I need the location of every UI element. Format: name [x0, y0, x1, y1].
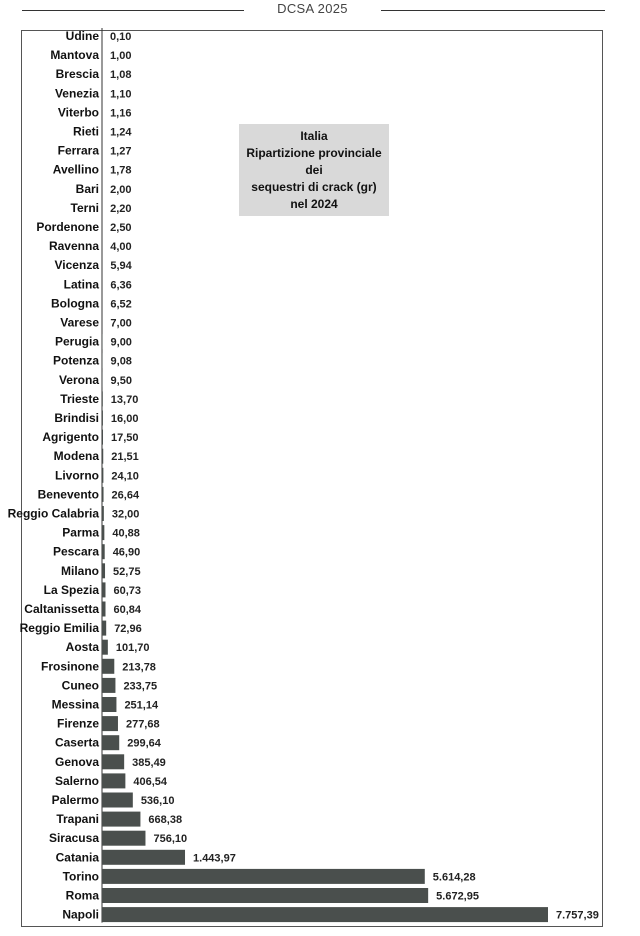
category-label: Viterbo [57, 105, 99, 120]
category-label: Genova [54, 754, 99, 769]
value-label: 40,88 [112, 527, 140, 540]
value-label: 1,08 [110, 69, 132, 82]
category-label: Roma [65, 888, 99, 903]
value-label: 9,00 [110, 336, 132, 349]
category-label: Reggio Emilia [19, 621, 99, 636]
value-label: 16,00 [110, 413, 139, 425]
category-label: Bari [75, 181, 99, 196]
bar [102, 735, 119, 750]
category-label: Napoli [62, 907, 99, 922]
bar [102, 831, 145, 846]
category-label: La Spezia [43, 582, 99, 597]
chart-title-line-1: Italia [300, 128, 328, 143]
category-label: Salerno [54, 773, 99, 788]
bar [102, 773, 125, 788]
value-label: 46,90 [112, 546, 141, 559]
bar [102, 430, 103, 445]
value-label: 4,00 [110, 241, 132, 254]
value-label: 277,68 [125, 718, 160, 731]
value-label: 1.443,97 [193, 852, 236, 865]
value-label: 0,10 [110, 31, 132, 43]
category-label: Aosta [65, 640, 99, 655]
category-label: Catania [55, 850, 99, 865]
category-label: Brindisi [54, 411, 99, 425]
value-label: 17,50 [111, 432, 139, 445]
value-label: 5,94 [110, 260, 132, 273]
value-label: 385,49 [132, 756, 166, 769]
category-label: Terni [70, 200, 99, 215]
value-label: 9,50 [110, 374, 132, 387]
bar [102, 754, 124, 769]
value-label: 9,08 [110, 355, 132, 368]
category-label: Varese [60, 315, 99, 330]
value-label: 101,70 [115, 642, 150, 655]
category-label: Frosinone [40, 659, 99, 674]
bar [102, 544, 105, 559]
category-label: Avellino [52, 162, 99, 177]
category-label: Trieste [60, 391, 99, 406]
category-label: Brescia [55, 67, 99, 82]
value-label: 5.672,95 [436, 890, 479, 903]
bar [102, 468, 103, 483]
value-label: 24,10 [111, 470, 139, 483]
bar [102, 563, 105, 578]
header-title: DCSA 2025 [277, 1, 348, 16]
category-label: Torino [62, 869, 99, 884]
value-label: 299,64 [127, 737, 161, 750]
chart-title-line-3: sequestri di crack (gr) [251, 179, 377, 194]
value-label: 52,75 [113, 565, 141, 578]
value-label: 60,73 [113, 584, 142, 597]
value-label: 13,70 [110, 393, 139, 406]
bar [102, 793, 133, 808]
value-label: 251,14 [124, 699, 159, 712]
value-label: 1,27 [110, 145, 132, 158]
category-label: Benevento [37, 487, 99, 502]
bar [102, 640, 108, 655]
category-label: Vicenza [54, 258, 99, 273]
category-label: Udine [65, 29, 99, 43]
value-label: 668,38 [148, 814, 183, 827]
bar [102, 372, 103, 387]
chart-title-box [239, 124, 389, 216]
value-label: 2,50 [110, 222, 132, 234]
value-label: 406,54 [133, 775, 168, 788]
value-label: 7,00 [110, 317, 132, 330]
category-label: Cuneo [61, 678, 99, 693]
value-label: 6,52 [110, 298, 132, 311]
category-label: Ferrara [57, 143, 99, 158]
value-label: 756,10 [153, 833, 188, 846]
bar [102, 659, 114, 674]
value-label: 2,20 [110, 202, 132, 215]
value-label: 233,75 [123, 680, 158, 693]
bar [102, 449, 103, 464]
bar [102, 334, 103, 349]
bar [102, 525, 104, 540]
category-label: Pordenone [36, 220, 99, 234]
bar [102, 697, 116, 712]
category-label: Trapani [56, 812, 99, 827]
category-label: Siracusa [48, 831, 99, 846]
bar [102, 487, 104, 502]
bar [102, 850, 185, 865]
category-label: Modena [53, 449, 99, 464]
value-label: 213,78 [122, 661, 156, 674]
value-label: 21,51 [111, 451, 139, 464]
bar [102, 907, 548, 922]
chart-title-line-4: nel 2024 [290, 196, 338, 211]
value-label: 1,10 [110, 88, 132, 101]
category-label: Palermo [51, 793, 99, 807]
category-label: Rieti [72, 124, 99, 139]
bar [102, 602, 105, 617]
category-label: Perugia [54, 334, 99, 349]
bar [102, 391, 103, 406]
category-label: Latina [63, 277, 99, 292]
bar [102, 506, 104, 521]
category-label: Caltanissetta [24, 602, 99, 616]
category-label: Livorno [55, 468, 99, 483]
value-label: 536,10 [140, 795, 175, 807]
category-label: Parma [62, 525, 99, 540]
category-label: Pescara [52, 544, 99, 559]
value-label: 1,24 [110, 126, 132, 139]
category-label: Reggio Calabria [7, 506, 99, 521]
value-label: 32,00 [111, 508, 140, 521]
bar [102, 716, 118, 731]
category-label: Mantova [50, 48, 99, 63]
category-label: Firenze [56, 716, 99, 731]
category-label: Potenza [52, 353, 99, 368]
value-label: 1,78 [110, 164, 132, 177]
bar [102, 582, 105, 597]
category-label: Caserta [54, 735, 99, 750]
category-label: Milano [61, 563, 99, 578]
category-label: Venezia [54, 86, 99, 101]
category-label: Bologna [51, 296, 99, 311]
value-label: 60,84 [113, 604, 142, 616]
bar [102, 678, 115, 693]
bar [102, 869, 425, 884]
value-label: 1,00 [110, 50, 132, 63]
category-label: Ravenna [48, 239, 99, 254]
category-label: Verona [58, 372, 99, 387]
chart-title-line-2: Ripartizione provinciale dei [246, 145, 382, 177]
bar [102, 621, 106, 636]
value-label: 2,00 [110, 183, 132, 196]
bar [102, 812, 140, 827]
bar [102, 411, 103, 426]
value-label: 7.757,39 [556, 909, 599, 922]
bar [102, 888, 428, 903]
category-label: Agrigento [42, 430, 99, 445]
bar [102, 353, 103, 368]
value-label: 72,96 [114, 623, 142, 636]
value-label: 26,64 [111, 489, 140, 502]
value-label: 1,16 [110, 107, 132, 120]
value-label: 5.614,28 [432, 871, 476, 884]
category-label: Messina [51, 697, 99, 712]
value-label: 6,36 [110, 279, 132, 292]
